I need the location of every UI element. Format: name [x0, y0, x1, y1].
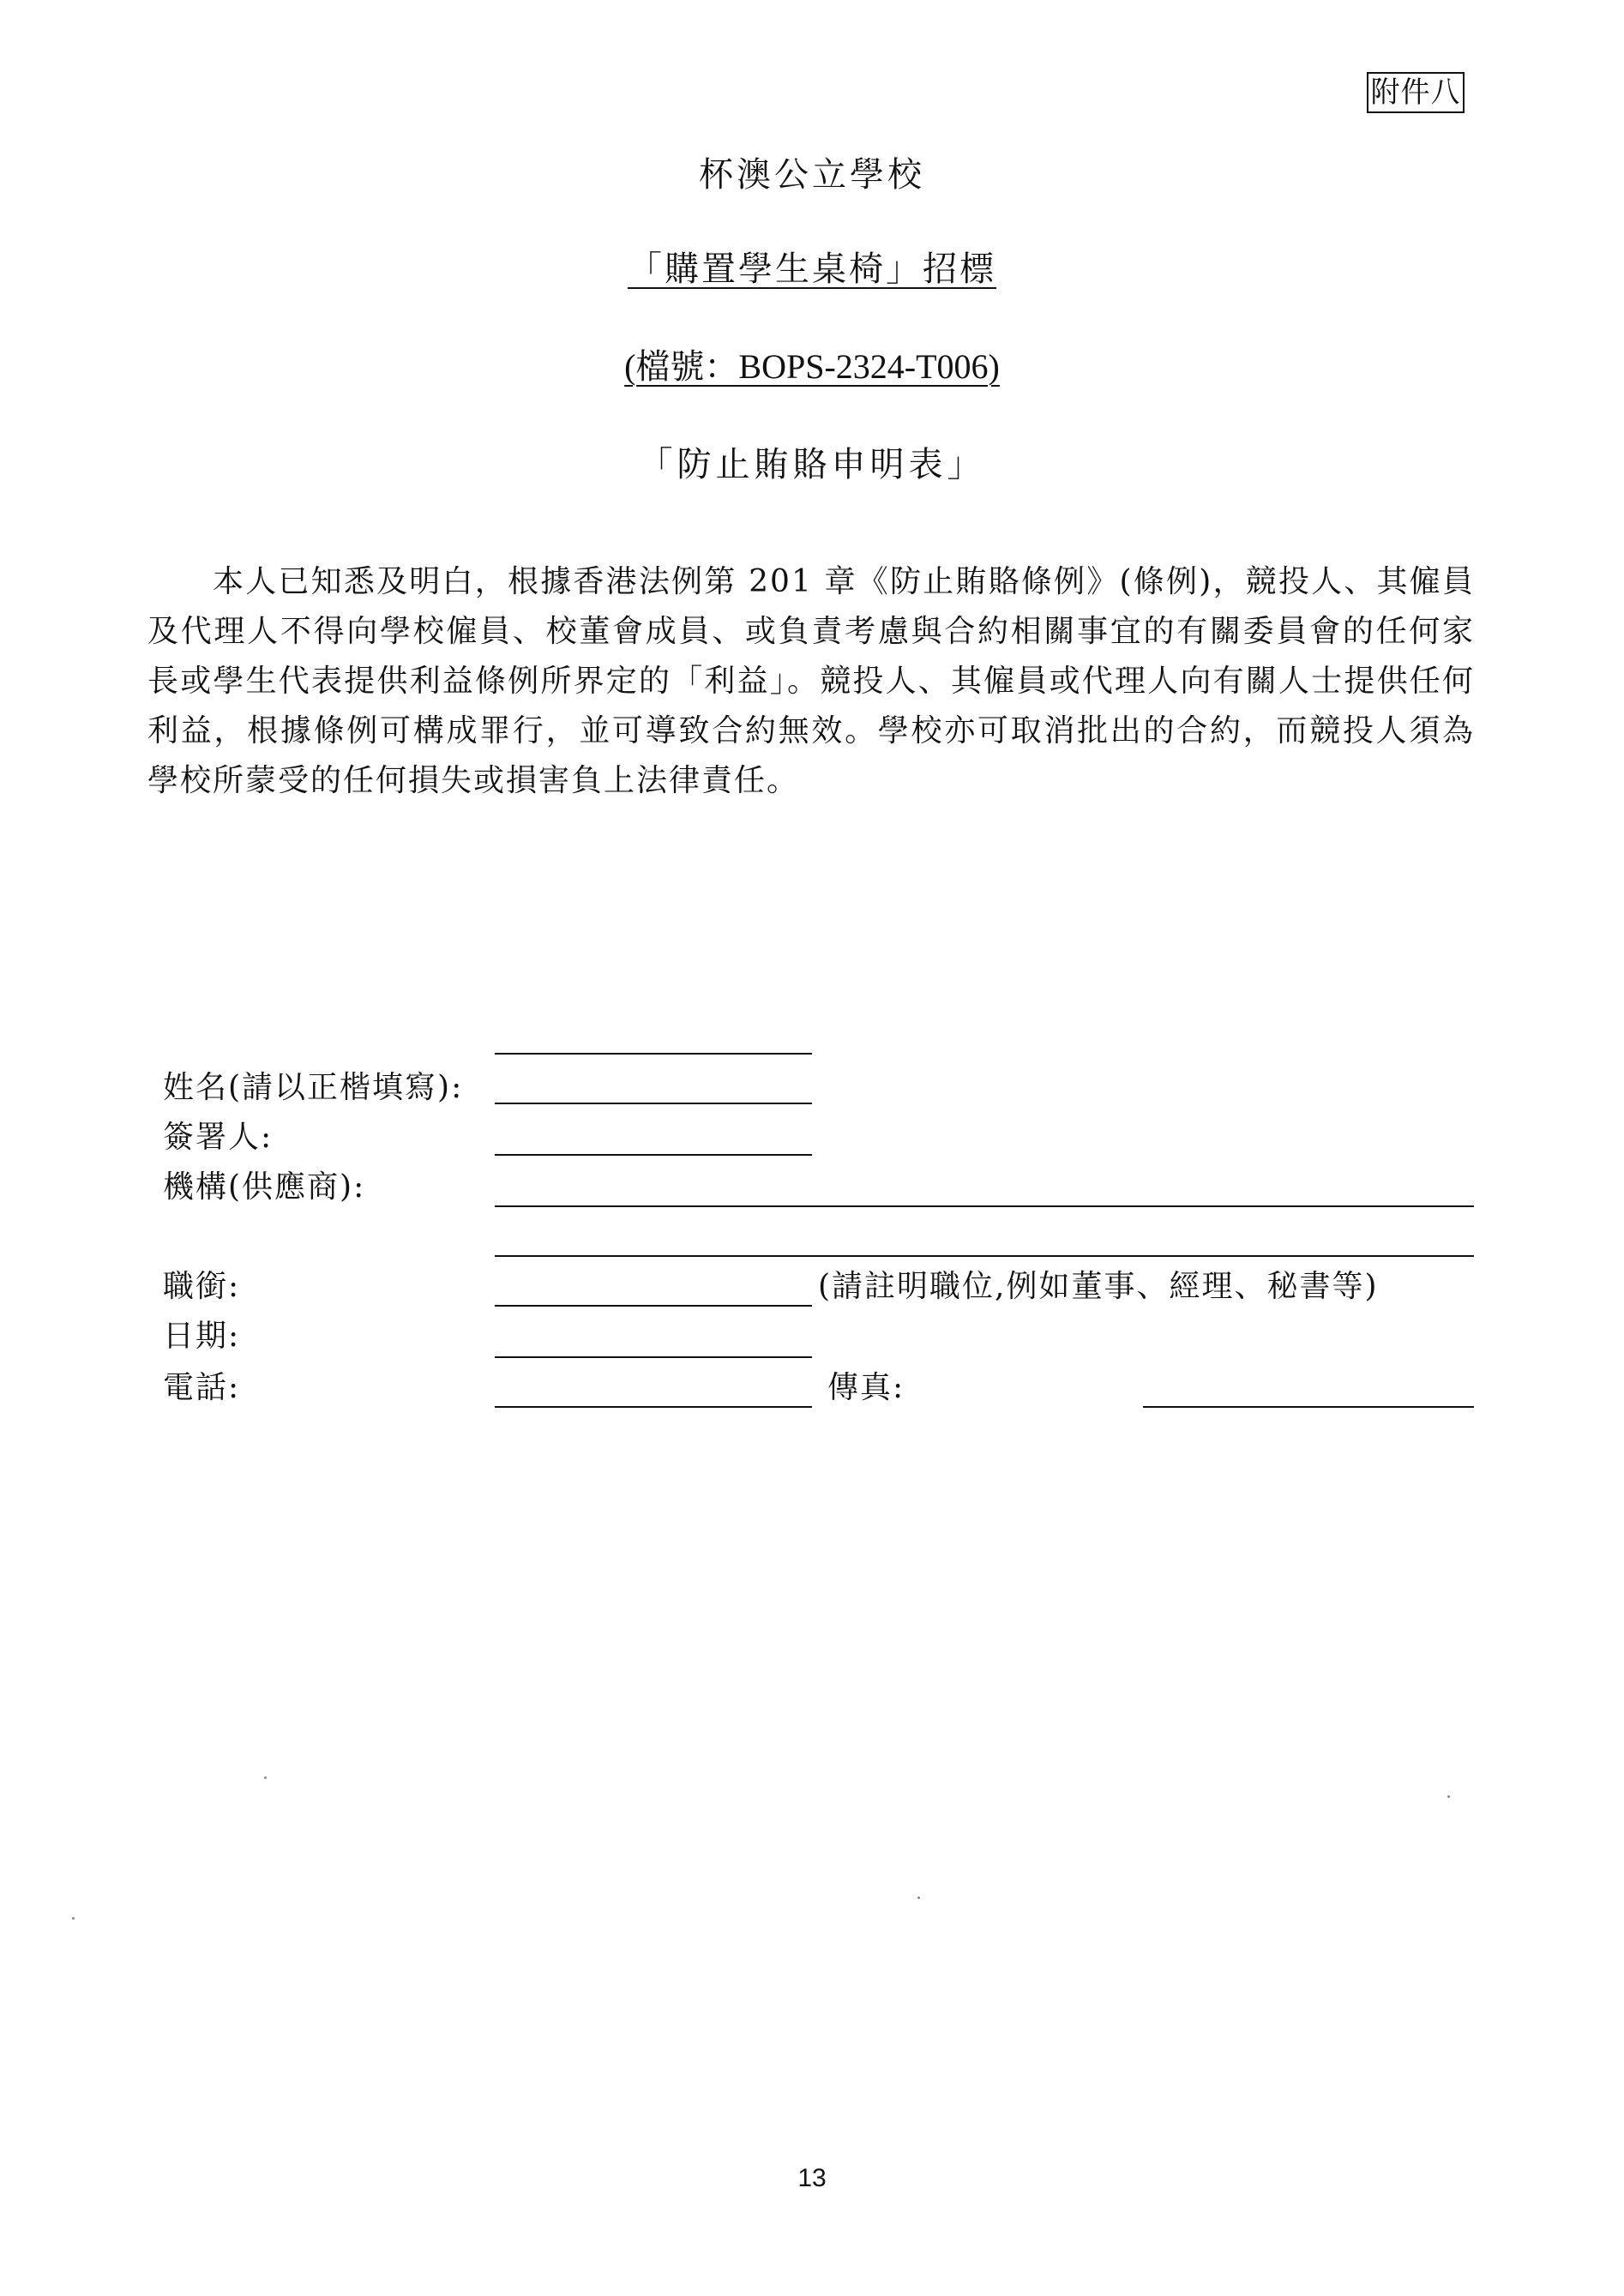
position-note: (請註明職位,例如董事、經理、秘書等)	[818, 1269, 1379, 1304]
phone-field-line[interactable]	[495, 1406, 812, 1408]
date-field-line[interactable]	[495, 1356, 812, 1358]
scan-speck	[72, 1917, 75, 1920]
scan-speck	[1447, 1795, 1450, 1798]
phone-label: 電話:	[163, 1370, 241, 1405]
organization-label: 機構(供應商):	[163, 1169, 366, 1205]
name-line-top[interactable]	[495, 1053, 812, 1055]
fax-field-line[interactable]	[1143, 1406, 1474, 1408]
position-label: 職銜:	[163, 1269, 241, 1304]
annex-label: 附件八	[1367, 72, 1465, 113]
tender-title-wrap	[0, 242, 1624, 291]
page-number: 13	[797, 2164, 827, 2192]
name-label: 姓名(請以正楷填寫):	[163, 1070, 464, 1105]
date-label: 日期:	[163, 1319, 241, 1354]
declaration-paragraph: 本人已知悉及明白，根據香港法例第 201 章《防止賄賂條例》(條例)，競投人、其僱員及代理人不得向學校僱員、校董會成員、或負責考慮與合約相關事宜的有關委員會的任何家長或學生代表提供利益條例所界定的「利益」。競投人、其僱員或代理人向有關人士提供任何利益，根據條例可構成罪行，並可導致合約無效。學校亦可取消批出的合約，而競投人須為學校所蒙受的任何損失或損害負上法律責任。	[147, 564, 1475, 798]
signatory-field-line[interactable]	[495, 1154, 812, 1156]
position-field-line[interactable]	[495, 1305, 812, 1307]
tender-title: 「購置學生桌椅」招標	[628, 249, 996, 289]
name-field-line[interactable]	[495, 1103, 812, 1104]
organization-field-line-2[interactable]	[495, 1255, 1474, 1257]
organization-field-line-1[interactable]	[495, 1205, 1474, 1207]
scan-speck	[264, 1776, 267, 1779]
file-reference-wrap	[0, 340, 1624, 388]
form-title: 「防止賄賂申明表」	[638, 445, 986, 484]
scan-speck	[917, 1896, 920, 1899]
school-name: 杯澳公立學校	[699, 155, 925, 195]
signatory-label: 簽署人:	[163, 1120, 274, 1155]
file-reference: (檔號：BOPS-2324-T006)	[624, 347, 1000, 386]
fax-label: 傳真:	[827, 1370, 905, 1405]
